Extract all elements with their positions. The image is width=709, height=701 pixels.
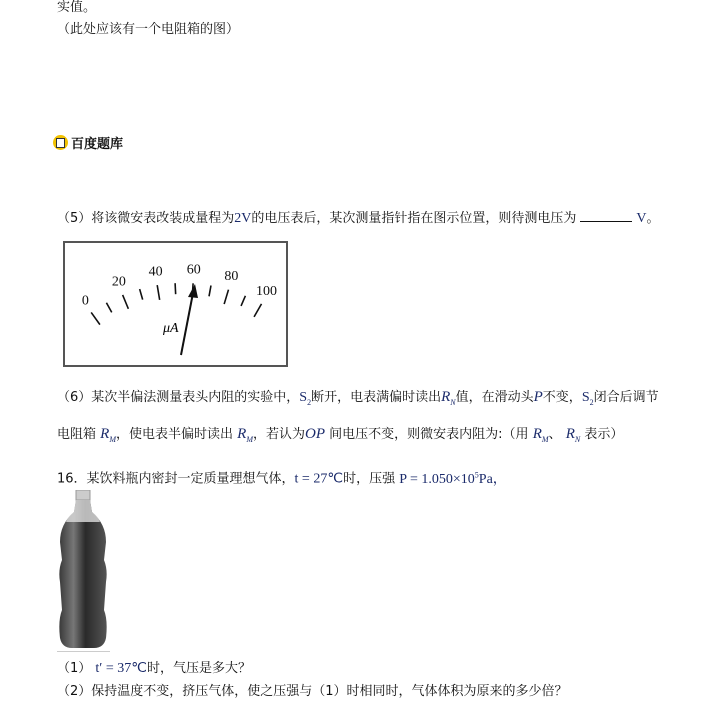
p-symbol: P	[533, 389, 543, 405]
s1-temp: t′ = 37℃	[95, 661, 147, 676]
meter-tick	[175, 283, 176, 294]
op-symbol: OP	[305, 426, 326, 442]
q6-text: 电阻箱	[57, 427, 97, 442]
question-5	[57, 211, 660, 227]
meter-scale-label: 20	[111, 274, 126, 290]
q6-text: 不变，	[542, 390, 582, 405]
logo-text: 百度题库	[71, 137, 124, 152]
rm-symbol: $R_M$	[532, 426, 549, 444]
q16-text: 时，压强	[343, 471, 396, 487]
q6-text: 间电压不变，则微安表内阻为:（用	[329, 427, 529, 442]
sub-question-2: （2）保持温度不变，挤压气体，使之压强与（1）时相同时，气体体积为原来的多少倍？	[57, 684, 568, 699]
answer-blank[interactable]	[580, 221, 632, 222]
meter-scale-label: 60	[186, 262, 201, 278]
q6-text: （6）某次半偏法测量表头内阻的实验中，	[57, 390, 300, 405]
q6-text: 表示）	[584, 427, 624, 442]
s1-text: 时，气压是多大？	[147, 661, 252, 676]
s2-symbol: $S_2$	[581, 390, 594, 407]
sub-question-1	[57, 661, 251, 677]
q6-text: 值，在滑动头	[455, 390, 534, 405]
microammeter-diagram	[63, 241, 288, 367]
q5-range: 2V	[234, 211, 252, 226]
meter-scale-label: 40	[148, 264, 163, 280]
q6-text: ，若认为	[253, 427, 306, 442]
rn-symbol: $R_N$	[441, 389, 456, 407]
s1-label: （1）	[57, 661, 92, 676]
q5-end: 。	[646, 211, 660, 226]
q6-text: 、	[548, 427, 562, 442]
question-6-line2	[57, 426, 623, 448]
text-line: 实值。	[57, 0, 97, 15]
q6-text: 闭合后调节	[593, 390, 659, 405]
baidu-tiku-logo	[53, 133, 123, 152]
q6-text: 断开，电表满偏时读出	[311, 390, 442, 405]
logo-icon	[53, 135, 68, 150]
rn-symbol: $R_N$	[565, 426, 581, 444]
beverage-bottle-image	[54, 490, 112, 650]
rm-symbol: $R_M$	[237, 426, 253, 444]
meter-scale-label: 0	[81, 293, 89, 309]
q16-temp: t = 27℃	[294, 471, 344, 487]
q5-unit: V	[636, 211, 647, 226]
divider	[57, 651, 110, 652]
q6-text: ，使电表半偏时读出	[116, 427, 234, 442]
q5-text2: 的电压表后，某次测量指针指在图示位置，则待测电压为	[251, 211, 577, 226]
s2-symbol: $S_2$	[299, 390, 312, 407]
image-placeholder-note: （此处应该有一个电阻箱的图）	[57, 22, 240, 37]
meter-unit: μA	[163, 321, 179, 336]
q5-text: （5）将该微安表改装成量程为	[57, 211, 235, 226]
question-6-line1	[57, 389, 659, 411]
question-16	[57, 467, 507, 488]
meter-scale-label: 100	[255, 284, 277, 300]
q16-text: 16．某饮料瓶内密封一定质量理想气体，	[57, 471, 295, 487]
q16-pressure: $P = 1.050\times 10^5Pa$，	[399, 470, 507, 487]
rm-symbol: $R_M$	[100, 426, 116, 444]
meter-scale-label: 80	[224, 269, 239, 285]
